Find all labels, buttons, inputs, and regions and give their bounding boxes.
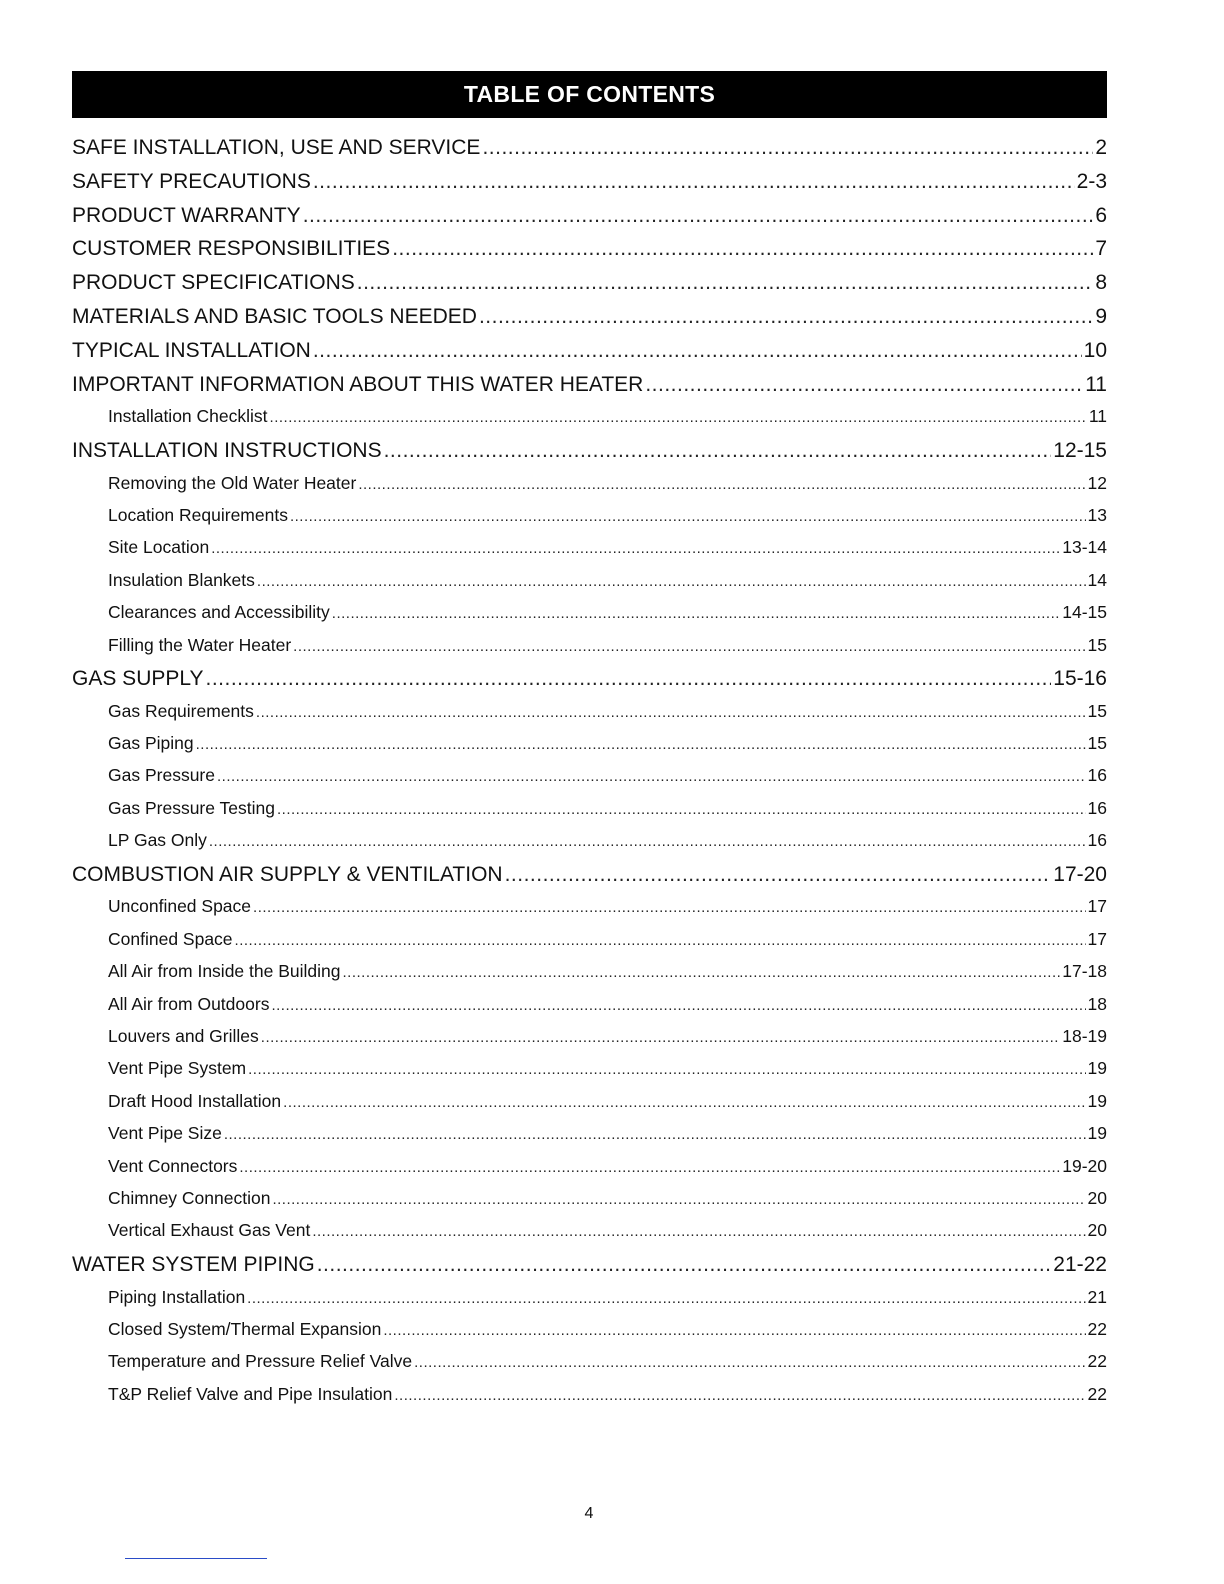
toc-dot-leader bbox=[313, 170, 1075, 194]
toc-entry-page: 6 bbox=[1095, 203, 1107, 227]
toc-subsection-entry[interactable] bbox=[72, 406, 1107, 438]
toc-entry-page: 11 bbox=[1088, 406, 1107, 427]
toc-entry-label: PRODUCT SPECIFICATIONS bbox=[72, 271, 355, 295]
toc-dot-leader bbox=[342, 964, 1060, 981]
toc-entry-page: 16 bbox=[1087, 797, 1107, 818]
toc-entry-label: SAFE INSTALLATION, USE AND SERVICE bbox=[72, 136, 481, 159]
toc-subsection-entry[interactable] bbox=[72, 765, 1107, 797]
toc-dot-leader bbox=[384, 439, 1052, 463]
toc-section-entry[interactable] bbox=[72, 237, 1107, 271]
toc-dot-leader bbox=[224, 1126, 1086, 1143]
toc-dot-leader bbox=[479, 305, 1093, 329]
toc-dot-leader bbox=[196, 736, 1086, 753]
toc-entry-label: Clearances and Accessibility bbox=[108, 602, 330, 623]
toc-entry-page: 10 bbox=[1083, 338, 1107, 362]
toc-entry-label: Chimney Connection bbox=[108, 1187, 271, 1208]
toc-subsection-entry[interactable] bbox=[72, 1058, 1107, 1090]
toc-subsection-entry[interactable] bbox=[72, 1091, 1107, 1123]
toc-entry-label: Gas Piping bbox=[108, 733, 194, 754]
toc-dot-leader bbox=[248, 1061, 1085, 1078]
toc-entry-page: 21-22 bbox=[1053, 1252, 1107, 1276]
toc-entry-label: Gas Requirements bbox=[108, 700, 254, 721]
toc-entry-page: 19 bbox=[1087, 1123, 1107, 1144]
toc-entry-label: Piping Installation bbox=[108, 1286, 246, 1307]
toc-section-entry[interactable] bbox=[72, 1253, 1107, 1287]
toc-entry-label: Unconfined Space bbox=[108, 896, 252, 917]
toc-entry-page: 17 bbox=[1087, 896, 1107, 917]
toc-entry-page: 17-18 bbox=[1062, 961, 1107, 982]
toc-subsection-entry[interactable] bbox=[72, 929, 1107, 961]
toc-section-entry[interactable] bbox=[72, 863, 1107, 897]
toc-dot-leader bbox=[209, 833, 1086, 850]
toc-entry-page: 22 bbox=[1087, 1351, 1107, 1372]
toc-dot-leader bbox=[414, 1354, 1085, 1371]
toc-section-entry[interactable] bbox=[72, 170, 1107, 204]
toc-subsection-entry[interactable] bbox=[72, 798, 1107, 830]
toc-section-entry[interactable] bbox=[72, 439, 1107, 473]
toc-dot-leader bbox=[206, 667, 1052, 691]
toc-entry-label: Louvers and Grilles bbox=[108, 1026, 259, 1047]
toc-dot-leader bbox=[357, 271, 1094, 295]
toc-entry-page: 19 bbox=[1087, 1090, 1107, 1111]
toc-dot-leader bbox=[271, 997, 1085, 1014]
toc-dot-leader bbox=[239, 1159, 1060, 1176]
toc-dot-leader bbox=[247, 1290, 1085, 1307]
toc-title: TABLE OF CONTENTS bbox=[463, 81, 716, 107]
toc-entry-page: 12-15 bbox=[1053, 438, 1107, 462]
toc-subsection-entry[interactable] bbox=[72, 602, 1107, 634]
toc-entry-page: 13 bbox=[1087, 504, 1107, 525]
toc-subsection-entry[interactable] bbox=[72, 961, 1107, 993]
toc-list bbox=[72, 136, 1107, 1416]
toc-section-entry[interactable] bbox=[72, 667, 1107, 701]
toc-section-entry[interactable] bbox=[72, 373, 1107, 407]
toc-entry-label: Confined Space bbox=[108, 928, 233, 949]
toc-entry-label: Filling the Water Heater bbox=[108, 634, 292, 655]
toc-entry-page: 14-15 bbox=[1062, 602, 1107, 623]
toc-entry-label: Location Requirements bbox=[108, 504, 288, 525]
toc-dot-leader bbox=[383, 1322, 1085, 1339]
toc-entry-label: LP Gas Only bbox=[108, 830, 207, 851]
toc-dot-leader bbox=[235, 932, 1086, 949]
toc-entry-page: 14 bbox=[1087, 569, 1107, 590]
toc-entry-page: 9 bbox=[1095, 304, 1107, 328]
toc-subsection-entry[interactable] bbox=[72, 1220, 1107, 1252]
toc-subsection-entry[interactable] bbox=[72, 570, 1107, 602]
toc-entry-label: Gas Pressure Testing bbox=[108, 797, 275, 818]
toc-dot-leader bbox=[394, 1387, 1085, 1404]
toc-subsection-entry[interactable] bbox=[72, 1319, 1107, 1351]
toc-subsection-entry[interactable] bbox=[72, 1156, 1107, 1188]
toc-entry-label: SAFETY PRECAUTIONS bbox=[72, 169, 311, 193]
toc-subsection-entry[interactable] bbox=[72, 505, 1107, 537]
toc-subsection-entry[interactable] bbox=[72, 1188, 1107, 1220]
toc-dot-leader bbox=[217, 768, 1086, 785]
toc-entry-label: Vent Connectors bbox=[108, 1155, 238, 1176]
toc-entry-label: Site Location bbox=[108, 537, 210, 558]
toc-dot-leader bbox=[482, 136, 1093, 160]
toc-entry-label: Insulation Blankets bbox=[108, 569, 255, 590]
toc-dot-leader bbox=[312, 1223, 1085, 1240]
toc-entry-label: Temperature and Pressure Relief Valve bbox=[108, 1351, 413, 1372]
toc-subsection-entry[interactable] bbox=[72, 1287, 1107, 1319]
toc-title-bar bbox=[72, 71, 1107, 118]
toc-subsection-entry[interactable] bbox=[72, 1384, 1107, 1416]
toc-subsection-entry[interactable] bbox=[72, 994, 1107, 1026]
toc-entry-page: 17-20 bbox=[1053, 862, 1107, 886]
toc-entry-page: 13-14 bbox=[1062, 537, 1107, 558]
toc-entry-page: 12 bbox=[1087, 472, 1107, 493]
toc-entry-label: TYPICAL INSTALLATION bbox=[72, 338, 311, 362]
toc-dot-leader bbox=[211, 540, 1060, 557]
toc-subsection-entry[interactable] bbox=[72, 635, 1107, 667]
toc-entry-page: 22 bbox=[1087, 1383, 1107, 1404]
toc-dot-leader bbox=[277, 801, 1086, 818]
toc-entry-label: Vent Pipe Size bbox=[108, 1123, 222, 1144]
toc-entry-label: PRODUCT WARRANTY bbox=[72, 203, 301, 227]
toc-entry-page: 18-19 bbox=[1062, 1026, 1107, 1047]
toc-dot-leader bbox=[270, 409, 1087, 426]
toc-subsection-entry[interactable] bbox=[72, 1123, 1107, 1155]
toc-dot-leader bbox=[257, 573, 1086, 590]
toc-entry-page: 15 bbox=[1087, 634, 1107, 655]
toc-dot-leader bbox=[261, 1029, 1060, 1046]
toc-entry-label: Vertical Exhaust Gas Vent bbox=[108, 1220, 311, 1241]
toc-subsection-entry[interactable] bbox=[72, 896, 1107, 928]
toc-entry-label: COMBUSTION AIR SUPPLY & VENTILATION bbox=[72, 862, 503, 886]
toc-subsection-entry[interactable] bbox=[72, 701, 1107, 733]
toc-entry-page: 19-20 bbox=[1062, 1155, 1107, 1176]
page-number: 4 bbox=[584, 1505, 594, 1522]
toc-section-entry[interactable] bbox=[72, 305, 1107, 339]
toc-dot-leader bbox=[290, 508, 1086, 525]
toc-entry-page: 19 bbox=[1087, 1058, 1107, 1079]
toc-entry-label: Installation Checklist bbox=[108, 406, 268, 427]
toc-section-entry[interactable] bbox=[72, 136, 1107, 170]
toc-dot-leader bbox=[392, 237, 1093, 261]
toc-dot-leader bbox=[253, 899, 1086, 916]
toc-entry-page: 20 bbox=[1087, 1220, 1107, 1241]
toc-entry-label: INSTALLATION INSTRUCTIONS bbox=[72, 438, 382, 462]
toc-entry-label: Gas Pressure bbox=[108, 765, 215, 786]
toc-section-entry[interactable] bbox=[72, 204, 1107, 238]
toc-entry-page: 15 bbox=[1087, 733, 1107, 754]
toc-dot-leader bbox=[313, 339, 1082, 363]
toc-entry-label: CUSTOMER RESPONSIBILITIES bbox=[72, 237, 391, 261]
toc-entry-label: WATER SYSTEM PIPING bbox=[72, 1252, 315, 1276]
toc-subsection-entry[interactable] bbox=[72, 733, 1107, 765]
toc-entry-page: 15 bbox=[1087, 700, 1107, 721]
toc-entry-page: 11 bbox=[1085, 372, 1107, 396]
toc-entry-page: 21 bbox=[1087, 1286, 1107, 1307]
toc-entry-page: 16 bbox=[1087, 765, 1107, 786]
toc-entry-page: 18 bbox=[1087, 993, 1107, 1014]
toc-dot-leader bbox=[332, 605, 1060, 622]
toc-entry-label: Closed System/Thermal Expansion bbox=[108, 1318, 382, 1339]
toc-subsection-entry[interactable] bbox=[72, 537, 1107, 569]
toc-entry-page: 7 bbox=[1095, 237, 1107, 261]
toc-entry-label: Vent Pipe System bbox=[108, 1058, 247, 1079]
toc-entry-label: All Air from Outdoors bbox=[108, 993, 270, 1014]
toc-entry-label: T&P Relief Valve and Pipe Insulation bbox=[108, 1383, 393, 1404]
toc-entry-page: 17 bbox=[1087, 928, 1107, 949]
toc-dot-leader bbox=[283, 1094, 1085, 1111]
toc-entry-page: 2-3 bbox=[1076, 169, 1107, 193]
toc-dot-leader bbox=[272, 1191, 1085, 1208]
toc-entry-label: All Air from Inside the Building bbox=[108, 961, 341, 982]
toc-subsection-entry[interactable] bbox=[72, 830, 1107, 862]
toc-section-entry[interactable] bbox=[72, 271, 1107, 305]
toc-dot-leader bbox=[256, 704, 1086, 721]
toc-entry-page: 15-16 bbox=[1053, 666, 1107, 690]
toc-entry-page: 8 bbox=[1095, 271, 1107, 295]
toc-entry-label: Removing the Old Water Heater bbox=[108, 472, 357, 493]
toc-subsection-entry[interactable] bbox=[72, 1026, 1107, 1058]
toc-entry-label: GAS SUPPLY bbox=[72, 666, 204, 690]
toc-subsection-entry[interactable] bbox=[72, 473, 1107, 505]
toc-entry-page: 22 bbox=[1087, 1318, 1107, 1339]
toc-subsection-entry[interactable] bbox=[72, 1351, 1107, 1383]
toc-entry-label: MATERIALS AND BASIC TOOLS NEEDED bbox=[72, 304, 477, 328]
toc-dot-leader bbox=[645, 373, 1083, 397]
toc-entry-label: Draft Hood Installation bbox=[108, 1090, 282, 1111]
toc-dot-leader bbox=[293, 638, 1085, 655]
bottom-link-underline bbox=[125, 1558, 267, 1559]
toc-entry-page: 2 bbox=[1095, 136, 1107, 159]
toc-entry-page: 20 bbox=[1087, 1187, 1107, 1208]
toc-section-entry[interactable] bbox=[72, 339, 1107, 373]
toc-dot-leader bbox=[303, 204, 1094, 228]
toc-dot-leader bbox=[317, 1253, 1052, 1277]
toc-dot-leader bbox=[505, 863, 1052, 887]
toc-entry-page: 16 bbox=[1087, 830, 1107, 851]
toc-entry-label: IMPORTANT INFORMATION ABOUT THIS WATER HEATER bbox=[72, 372, 644, 396]
toc-dot-leader bbox=[358, 476, 1085, 493]
